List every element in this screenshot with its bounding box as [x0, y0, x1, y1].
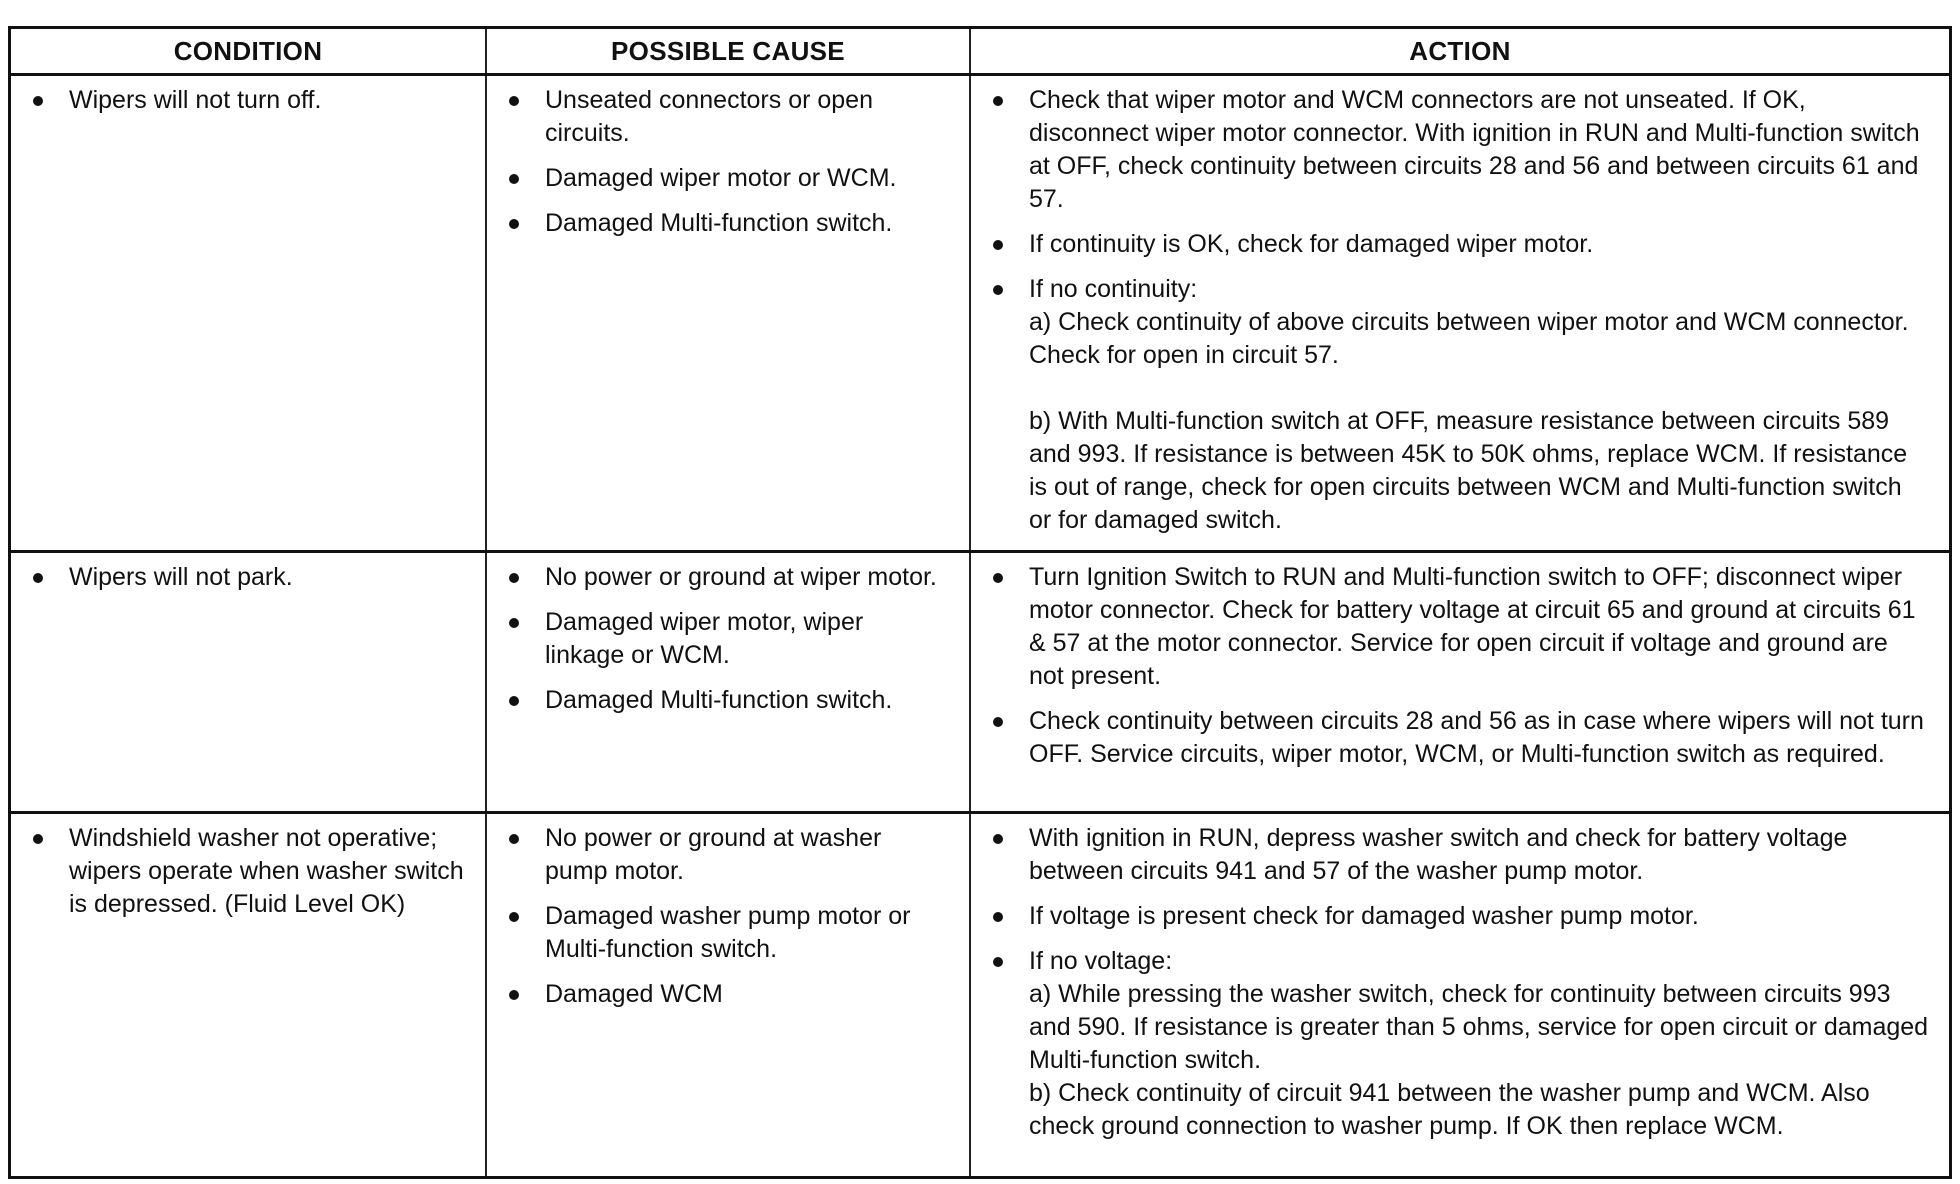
action-text-group — [1029, 945, 1929, 1143]
list-item — [509, 207, 949, 240]
bullet-icon — [993, 84, 1029, 216]
action-text: If continuity is OK, check for damaged wiper motor. — [1029, 230, 1594, 258]
list-item — [993, 228, 1929, 261]
header-possible-cause: POSSIBLE CAUSE — [487, 29, 971, 73]
header-condition: CONDITION — [11, 29, 487, 73]
table-row — [11, 76, 1949, 553]
condition-text: Windshield washer not operative; wipers operate when washer switch is depressed. (Fluid Level OK) — [69, 824, 464, 918]
cause-text: No power or ground at washer pump motor. — [545, 824, 882, 885]
header-action: ACTION — [1409, 35, 1511, 66]
list-item — [509, 162, 949, 195]
action-cell — [971, 553, 1949, 811]
list-item — [33, 822, 465, 921]
list-item — [993, 705, 1929, 771]
bullet-icon — [509, 978, 545, 1011]
diagnosis-table — [8, 26, 1952, 1179]
list-item — [509, 561, 949, 594]
action-text: If no voltage: — [1029, 947, 1173, 975]
list-item — [993, 945, 1929, 1143]
list-item — [993, 900, 1929, 933]
bullet-icon — [33, 822, 69, 921]
condition-cell — [11, 76, 487, 550]
list-item — [509, 900, 949, 966]
bullet-icon — [509, 207, 545, 240]
cause-text: Damaged WCM — [545, 980, 723, 1008]
action-substep-b: b) With Multi-function switch at OFF, measure resistance between circuits 589 and 993. If resistance is between 45K to 50K ohms, replace WCM. If resistance is out of range, check for open circuits between WCM and Multi-function switch or for damaged switch. — [1029, 407, 1908, 534]
condition-cell — [11, 553, 487, 811]
cause-text: No power or ground at wiper motor. — [545, 563, 937, 591]
action-cell — [971, 76, 1949, 550]
action-text-group — [1029, 273, 1929, 537]
bullet-icon — [993, 945, 1029, 1143]
bullet-icon — [509, 822, 545, 888]
action-text: If voltage is present check for damaged washer pump motor. — [1029, 902, 1699, 930]
cause-text: Unseated connectors or open circuits. — [545, 86, 873, 147]
cause-cell — [487, 553, 971, 811]
condition-cell — [11, 814, 487, 1176]
list-item — [993, 822, 1929, 888]
list-item — [993, 84, 1929, 216]
list-item — [993, 561, 1929, 693]
action-text: If no continuity: — [1029, 275, 1198, 303]
table-row — [11, 814, 1949, 1176]
bullet-icon — [993, 228, 1029, 261]
bullet-icon — [509, 162, 545, 195]
bullet-icon — [993, 822, 1029, 888]
list-item — [509, 822, 949, 888]
bullet-icon — [993, 561, 1029, 693]
bullet-icon — [509, 684, 545, 717]
list-item — [33, 561, 465, 594]
list-item — [993, 273, 1929, 537]
list-item — [509, 84, 949, 150]
action-cell — [971, 814, 1949, 1176]
cause-cell — [487, 76, 971, 550]
bullet-icon — [509, 561, 545, 594]
list-item — [509, 978, 949, 1011]
cause-text: Damaged washer pump motor or Multi-function switch. — [545, 902, 911, 963]
bullet-icon — [509, 606, 545, 672]
bullet-icon — [33, 84, 69, 117]
list-item — [509, 606, 949, 672]
condition-text: Wipers will not park. — [69, 563, 293, 591]
bullet-icon — [509, 900, 545, 966]
list-item — [509, 684, 949, 717]
cause-text: Damaged wiper motor, wiper linkage or WCM. — [545, 608, 864, 669]
action-text: Turn Ignition Switch to RUN and Multi-function switch to OFF; disconnect wiper motor connector. Check for battery voltage at circuit 65 and ground at circuits 61 & 57 at the motor connector. Service for open circuit if voltage and ground are not present. — [1029, 563, 1916, 690]
action-text: Check that wiper motor and WCM connectors are not unseated. If OK, disconnect wiper motor connector. With ignition in RUN and Multi-function switch at OFF, check continuity between circuits 28 and 56 and between circuits 61 and 57. — [1029, 86, 1920, 213]
cause-text: Damaged wiper motor or WCM. — [545, 164, 897, 192]
condition-text: Wipers will not turn off. — [69, 86, 322, 114]
cause-text: Damaged Multi-function switch. — [545, 686, 893, 714]
bullet-icon — [509, 84, 545, 150]
bullet-icon — [993, 273, 1029, 537]
cause-cell — [487, 814, 971, 1176]
table-row — [11, 553, 1949, 814]
action-text: Check continuity between circuits 28 and 56 as in case where wipers will not turn OFF. Service circuits, wiper motor, WCM, or Multi-function switch as required. — [1029, 707, 1924, 768]
action-substep-a: a) Check continuity of above circuits between wiper motor and WCM connector. Check for open in circuit 57. — [1029, 308, 1909, 369]
list-item — [33, 84, 465, 117]
cause-text: Damaged Multi-function switch. — [545, 209, 893, 237]
action-substep-b: b) Check continuity of circuit 941 between the washer pump and WCM. Also check ground connection to washer pump. If OK then replace WCM. — [1029, 1079, 1870, 1140]
bullet-icon — [33, 561, 69, 594]
bullet-icon — [993, 705, 1029, 771]
table-header — [11, 29, 1949, 76]
action-substep-a: a) While pressing the washer switch, check for continuity between circuits 993 and 590. If resistance is greater than 5 ohms, service for open circuit or damaged Multi-function switch. — [1029, 980, 1929, 1074]
bullet-icon — [993, 900, 1029, 933]
action-text: With ignition in RUN, depress washer switch and check for battery voltage between circuits 941 and 57 of the washer pump motor. — [1029, 824, 1848, 885]
